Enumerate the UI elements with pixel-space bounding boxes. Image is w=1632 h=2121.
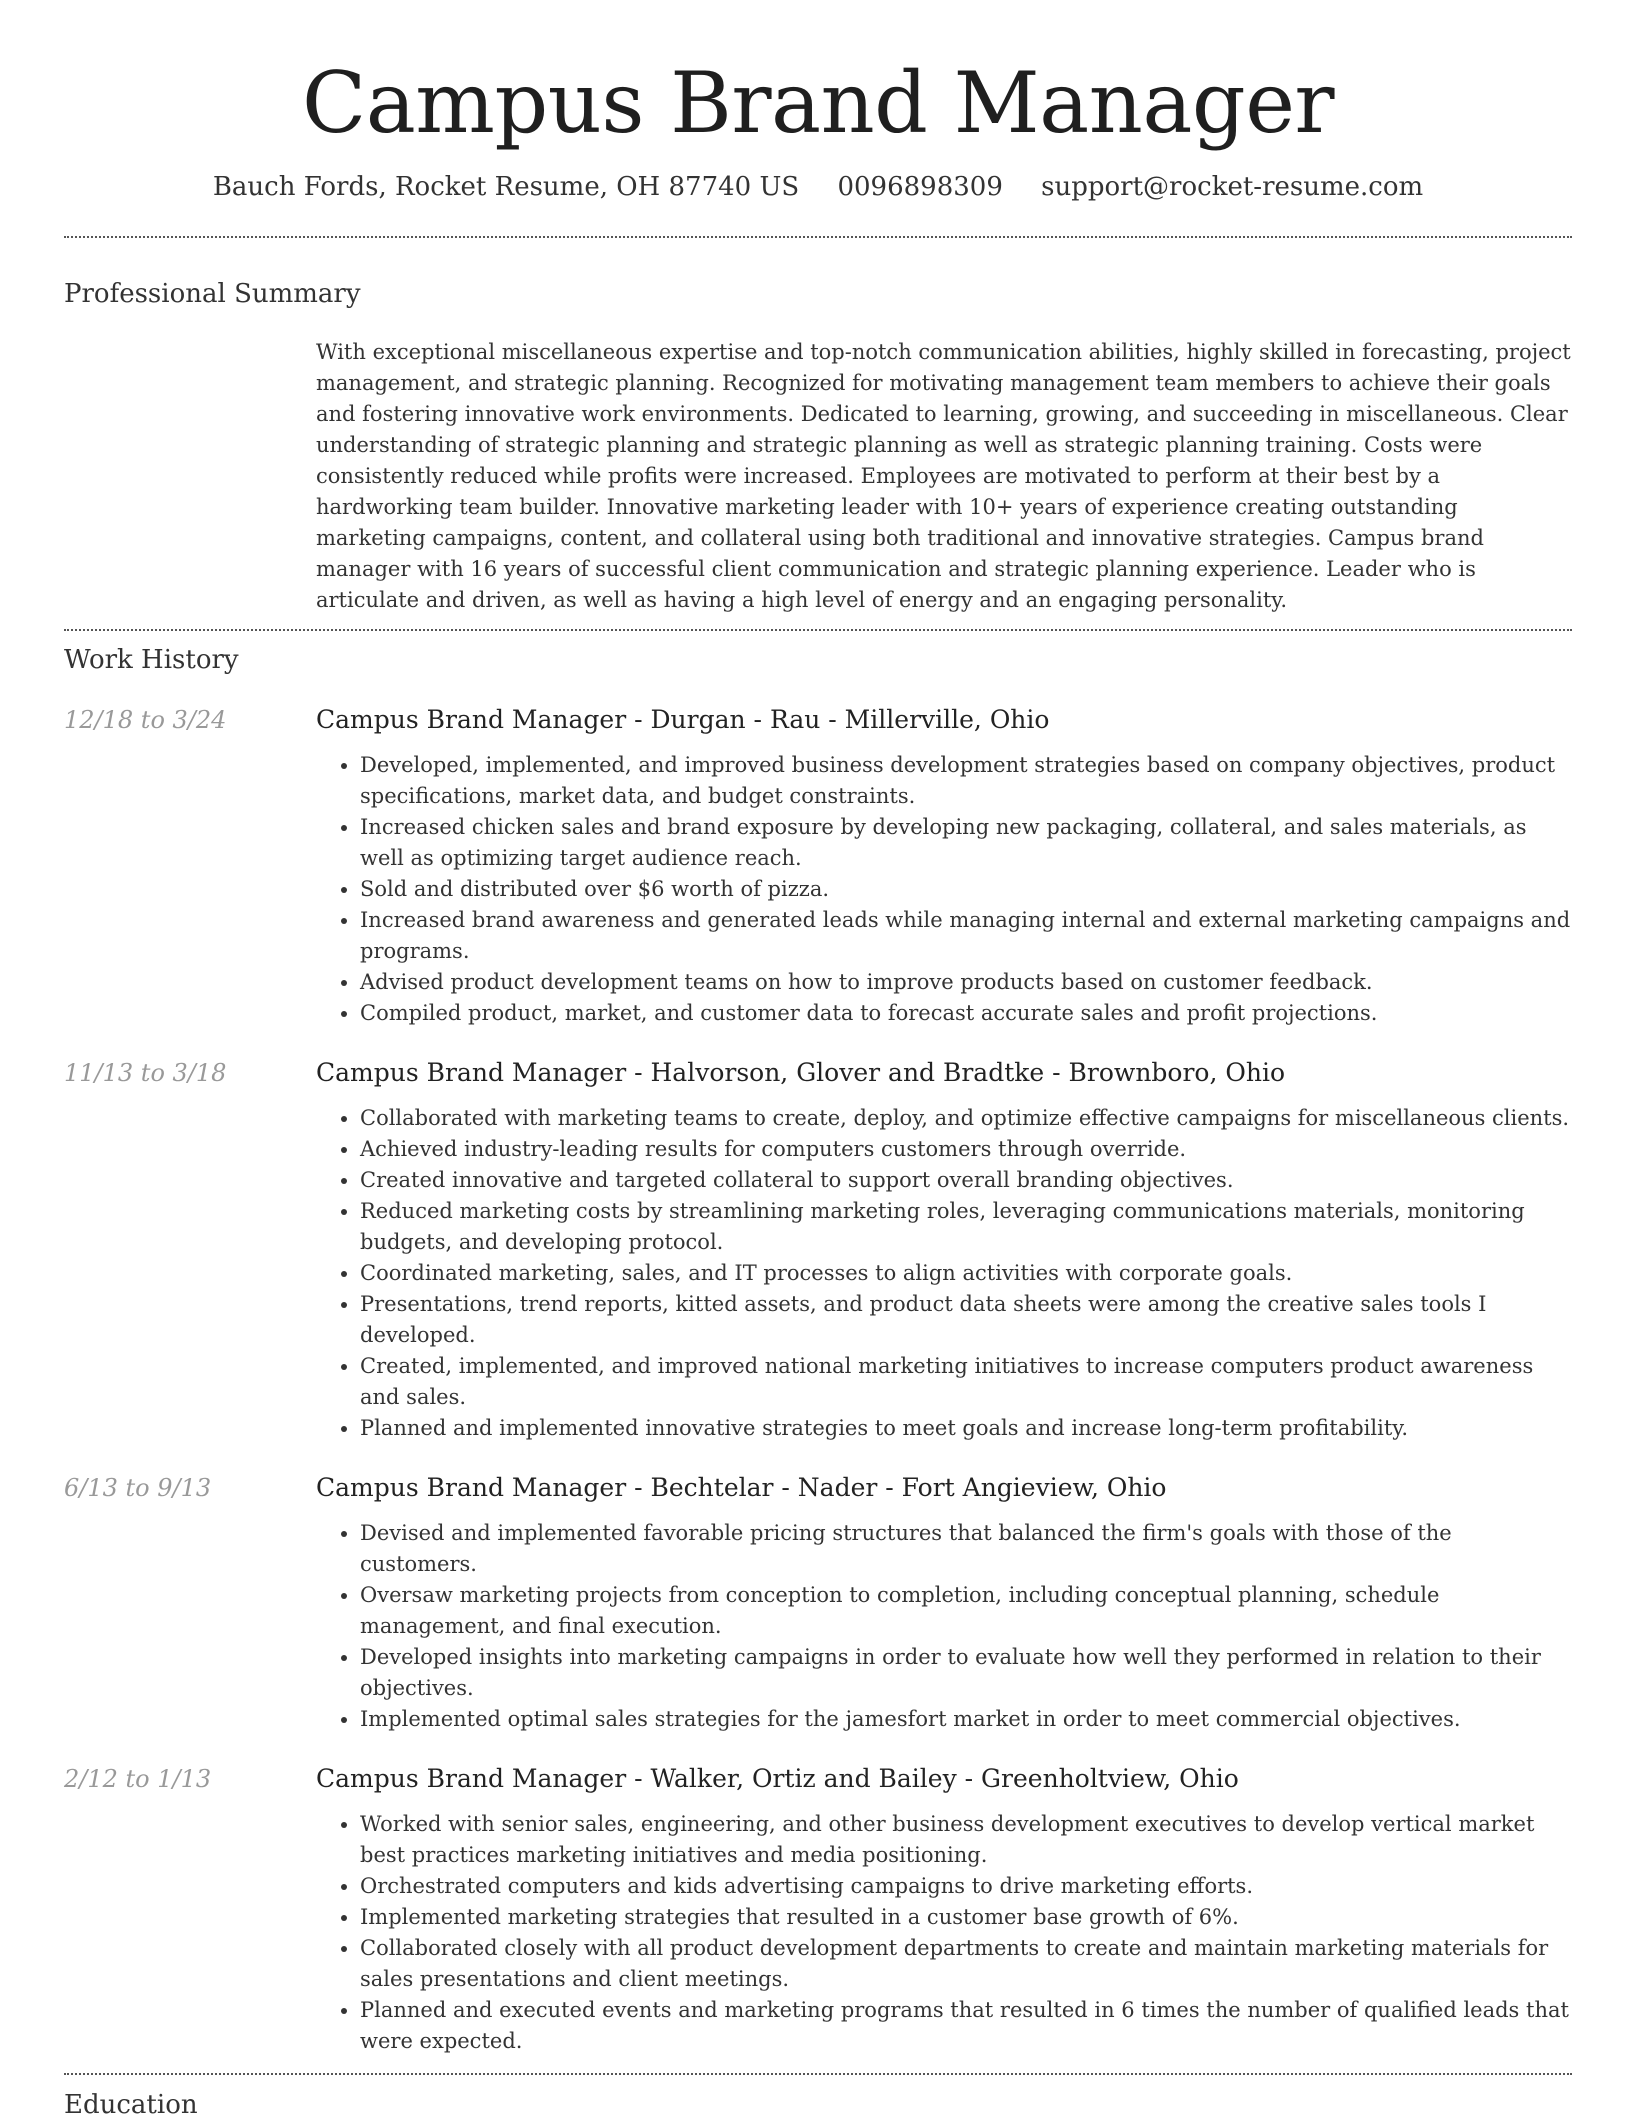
job-title: Campus Brand Manager - Walker, Ortiz and Bailey - Greenholtview, Ohio xyxy=(316,1764,1239,1793)
job-entry xyxy=(64,702,1572,1029)
job-body xyxy=(316,1761,1572,2057)
job-bullet: • Devised and implemented favorable pricing structures that balanced the firm's goals with those of the customers. xyxy=(360,1518,1572,1580)
education-heading: Education xyxy=(64,2090,198,2120)
job-body xyxy=(316,1055,1572,1444)
job-title: Campus Brand Manager - Durgan - Rau - Millerville, Ohio xyxy=(316,705,1050,734)
job-bullet: • Implemented optimal sales strategies for the jamesfort market in order to meet commercial objectives. xyxy=(360,1704,1572,1735)
job-entry xyxy=(64,1761,1572,2057)
resume-name: Campus Brand Manager xyxy=(301,54,1335,152)
divider xyxy=(64,629,1572,631)
job-entry xyxy=(64,1470,1572,1735)
summary-text: With exceptional miscellaneous expertise and top-notch communication abilities, highly skilled in forecasting, project management, and strategic planning. Recognized for motivating management team members to achieve their goals and fostering innovative work environments. Dedicated to learning, growing, and succeeding in miscellaneous. Clear understanding of strategic planning and strategic planning as well as strategic planning training. Costs were consistently reduced while profits were increased. Employees are motivated to perform at their best by a hardworking team builder. Innovative marketing leader with 10+ years of experience creating outstanding marketing campaigns, content, and collateral using both traditional and innovative strategies. Campus brand manager with 16 years of successful client communication and strategic planning experience. Leader who is articulate and driven, as well as having a high level of energy and an engaging personality. xyxy=(316,340,1571,612)
job-bullet: • Sold and distributed over $6 worth of pizza. xyxy=(360,874,1572,905)
divider xyxy=(64,236,1572,238)
job-dates: 6/13 to 9/13 xyxy=(64,1474,212,1502)
resume-page xyxy=(64,0,1572,2121)
contact-phone: 0096898309 xyxy=(837,172,1003,202)
job-title: Campus Brand Manager - Bechtelar - Nader - Fort Angieview, Ohio xyxy=(316,1473,1167,1502)
job-bullet: • Planned and implemented innovative strategies to meet goals and increase long-term profitability. xyxy=(360,1413,1572,1444)
job-bullet: • Oversaw marketing projects from conception to completion, including conceptual planning, schedule management, and final execution. xyxy=(360,1580,1572,1642)
job-entry xyxy=(64,1055,1572,1444)
job-bullet: • Created innovative and targeted collateral to support overall branding objectives. xyxy=(360,1165,1572,1196)
contact-email: support@rocket-resume.com xyxy=(1041,172,1424,202)
job-bullet: • Created, implemented, and improved national marketing initiatives to increase computers product awareness and sales. xyxy=(360,1351,1572,1413)
job-bullet: • Coordinated marketing, sales, and IT processes to align activities with corporate goals. xyxy=(360,1258,1572,1289)
work-history-heading: Work History xyxy=(64,645,239,675)
job-bullets xyxy=(316,750,1572,1029)
job-bullet: • Increased brand awareness and generated leads while managing internal and external marketing campaigns and programs. xyxy=(360,905,1572,967)
job-bullet: • Presentations, trend reports, kitted assets, and product data sheets were among the creative sales tools I developed. xyxy=(360,1289,1572,1351)
job-bullet: • Reduced marketing costs by streamlining marketing roles, leveraging communications materials, monitoring budgets, and developing protocol. xyxy=(360,1196,1572,1258)
job-bullet: • Collaborated with marketing teams to create, deploy, and optimize effective campaigns for miscellaneous clients. xyxy=(360,1103,1572,1134)
job-title: Campus Brand Manager - Halvorson, Glover and Bradtke - Brownboro, Ohio xyxy=(316,1058,1286,1087)
job-bullet: • Developed insights into marketing campaigns in order to evaluate how well they performed in relation to their objectives. xyxy=(360,1642,1572,1704)
job-bullet: • Developed, implemented, and improved business development strategies based on company objectives, product specifications, market data, and budget constraints. xyxy=(360,750,1572,812)
job-bullet: • Advised product development teams on how to improve products based on customer feedback. xyxy=(360,967,1572,998)
job-bullet: • Achieved industry-leading results for computers customers through override. xyxy=(360,1134,1572,1165)
job-bullet: • Orchestrated computers and kids advertising campaigns to drive marketing efforts. xyxy=(360,1871,1572,1902)
job-dates: 11/13 to 3/18 xyxy=(64,1059,227,1087)
job-bullets xyxy=(316,1518,1572,1735)
job-bullet: • Worked with senior sales, engineering, and other business development executives to develop vertical market best practices marketing initiatives and media positioning. xyxy=(360,1809,1572,1871)
job-bullets xyxy=(316,1103,1572,1444)
job-body xyxy=(316,702,1572,1029)
job-bullet: • Planned and executed events and marketing programs that resulted in 6 times the number of qualified leads that were expected. xyxy=(360,1995,1572,2057)
job-dates: 12/18 to 3/24 xyxy=(64,706,227,734)
job-dates: 2/12 to 1/13 xyxy=(64,1765,212,1793)
job-bullet: • Implemented marketing strategies that resulted in a customer base growth of 6%. xyxy=(360,1902,1572,1933)
job-bullet: • Collaborated closely with all product development departments to create and maintain marketing materials for sales presentations and client meetings. xyxy=(360,1933,1572,1995)
job-bullet: • Increased chicken sales and brand exposure by developing new packaging, collateral, and sales materials, as well as optimizing target audience reach. xyxy=(360,812,1572,874)
job-bullets xyxy=(316,1809,1572,2057)
summary-heading: Professional Summary xyxy=(64,279,361,309)
contact-line xyxy=(64,170,1572,204)
job-body xyxy=(316,1470,1572,1735)
contact-address: Bauch Fords, Rocket Resume, OH 87740 US xyxy=(212,172,800,202)
divider xyxy=(64,2073,1572,2075)
job-bullet: • Compiled product, market, and customer data to forecast accurate sales and profit projections. xyxy=(360,998,1572,1029)
